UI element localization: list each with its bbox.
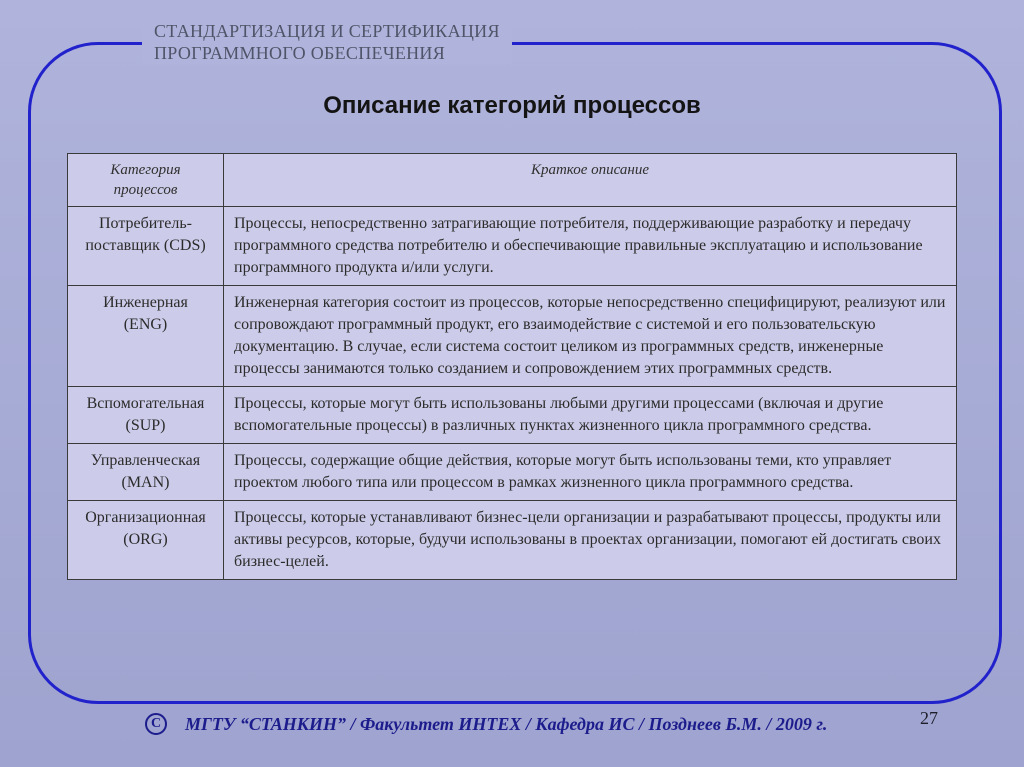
- category-cell: [68, 286, 224, 387]
- category-code: (SUP): [125, 417, 166, 434]
- copyright-icon: C: [145, 713, 167, 735]
- table-header-row: [68, 154, 957, 207]
- slide-footer: [145, 713, 827, 735]
- table-row: [68, 501, 957, 580]
- column-header-category-line-1: Категория: [110, 162, 181, 178]
- table-row: [68, 387, 957, 444]
- description-cell: Процессы, непосредственно затрагивающие потребителя, поддерживающие разработку и передачу программного средства потребителю и обеспечивающие правильные эксплуатацию и использование программного продукта и/или услуги.: [224, 207, 957, 286]
- category-name: Организационная: [85, 509, 206, 526]
- footer-credits: МГТУ “СТАНКИН” / Факультет ИНТЕХ / Кафедра ИС / Позднеев Б.М. / 2009 г.: [185, 713, 828, 734]
- category-cell: [68, 207, 224, 286]
- page-number: 27: [920, 708, 938, 728]
- description-cell: Процессы, которые могут быть использованы любыми другими процессами (включая и другие вспомогательные процессы) в различных пунктах жизненного цикла программного средства.: [224, 387, 957, 444]
- description-cell: Инженерная категория состоит из процессов, которые непосредственно специфицируют, реализуют или сопровождают программный продукт, его взаимодействие с системой и его пользовательскую документацию. В случае, если система состоит целиком из программных средств, инженерные процессы занимаются только созданием и сопровождением этих программных средств.: [224, 286, 957, 387]
- column-header-category: [68, 154, 224, 207]
- table-row: [68, 286, 957, 387]
- category-cell: [68, 387, 224, 444]
- column-header-category-line-2: процессов: [113, 182, 178, 198]
- category-code: поставщик (CDS): [85, 237, 206, 254]
- category-cell: [68, 444, 224, 501]
- category-name: Потребитель-: [98, 215, 193, 232]
- category-name: Вспомогательная: [86, 395, 205, 412]
- slide-header: [142, 20, 512, 64]
- table-row: [68, 444, 957, 501]
- category-name: Инженерная: [103, 294, 188, 311]
- description-cell: Процессы, которые устанавливают бизнес-цели организации и разрабатывают процессы, продукты или активы ресурсов, которые, будучи использованы в проектах организации, помогают ей достигать своих бизнес-целей.: [224, 501, 957, 580]
- category-name: Управленческая: [90, 452, 201, 469]
- category-code: (ORG): [123, 531, 168, 548]
- process-categories-table: [67, 153, 957, 580]
- slide-title: Описание категорий процессов: [323, 92, 701, 119]
- header-line-1: СТАНДАРТИЗАЦИЯ И СЕРТИФИКАЦИЯ: [154, 21, 500, 41]
- column-header-description: Краткое описание: [224, 154, 957, 207]
- category-code: (ENG): [123, 316, 168, 333]
- category-cell: [68, 501, 224, 580]
- header-line-2: ПРОГРАММНОГО ОБЕСПЕЧЕНИЯ: [154, 43, 446, 63]
- category-code: (MAN): [121, 474, 170, 491]
- description-cell: Процессы, содержащие общие действия, которые могут быть использованы теми, кто управляет проектом любого типа или процессом в рамках жизненного цикла программного средства.: [224, 444, 957, 501]
- table-row: [68, 207, 957, 286]
